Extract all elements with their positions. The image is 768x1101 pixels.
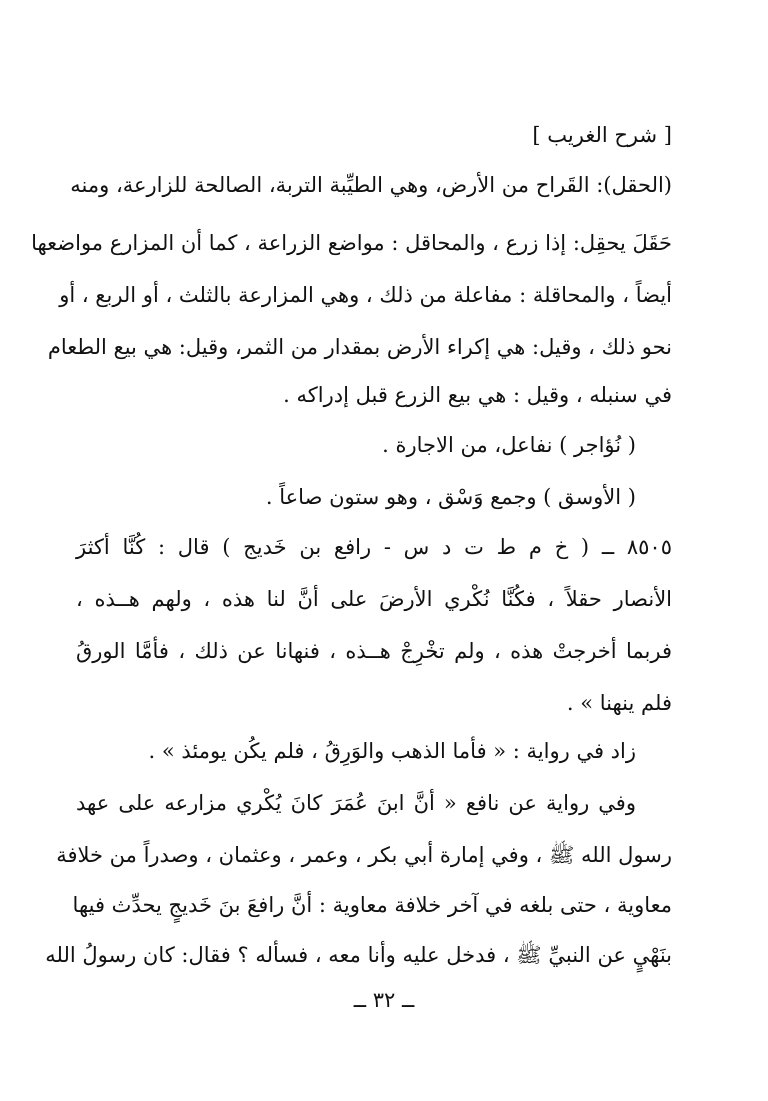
text-line-11: فلم ينهنا » . bbox=[566, 691, 672, 715]
hadith-heading-line: ٨٥٠٥ ــ ( خ م ط ت د س - رافع بن خَديج ) قال : كُنَّا أكثرَ bbox=[76, 535, 672, 559]
text-line-6: ( نُؤاجر ) نفاعل، من الاجارة . bbox=[382, 433, 636, 457]
text-line-14: رسول الله ﷺ ، وفي إمارة أبي بكر ، وعمر ، وعثمان ، وصدراً من خلافة bbox=[56, 843, 672, 867]
text-line-1: (الحقل): القَراح من الأرض، وهي الطيِّبة التربة، الصالحة للزارعة، ومنه bbox=[70, 173, 672, 197]
text-line-9: الأنصار حقلاً ، فكُنَّا نُكْري الأرضَ على أنَّ لنا هذه ، ولهم هــذه ، bbox=[76, 587, 672, 611]
text-line-7: ( الأوسق ) وجمع وَسْق ، وهو ستون صاعاً . bbox=[265, 485, 636, 509]
text-line-16: بنَهْيٍ عن النبيِّ ﷺ ، فدخل عليه وأنا معه ، فسأله ؟ فقال: كان رسولُ الله bbox=[45, 943, 672, 967]
text-line-10: فربما أخرجتْ هذه ، ولم تخْرِجْ هــذه ، فنهانا عن ذلك ، فأمَّا الورقُ bbox=[76, 639, 672, 663]
text-line-5: في سنبله ، وقيل : هي بيع الزرع قبل إدراكه . bbox=[283, 383, 672, 407]
section-heading: [ شرح الغريب ] bbox=[532, 123, 672, 147]
text-line-3: أيضاً ، والمحاقلة : مفاعلة من ذلك ، وهي المزارعة بالثلث ، أو الربع ، أو bbox=[59, 283, 672, 307]
text-line-12: زاد في رواية : « فأما الذهب والوَرِقُ ، فلم يكُن يومئذ » . bbox=[148, 739, 636, 763]
text-line-4: نحو ذلك ، وقيل: هي إكراء الأرض بمقدار من الثمر، وقيل: هي بيع الطعام bbox=[47, 335, 672, 359]
text-line-15: معاوية ، حتى بلغه في آخر خلافة معاوية : أنَّ رافعَ بنَ خَديجٍ يحدِّث فيها bbox=[72, 893, 672, 917]
text-line-2: حَقَلَ يحقِل: إذا زرع ، والمحاقل : مواضع الزراعة ، كما أن المزارع مواضعها bbox=[31, 231, 672, 255]
page-number: ــ ٣٢ ــ bbox=[353, 988, 415, 1012]
text-line-13: وفي رواية عن نافع « أنَّ ابنَ عُمَرَ كانَ يُكْري مزارعه على عهد bbox=[76, 791, 636, 815]
